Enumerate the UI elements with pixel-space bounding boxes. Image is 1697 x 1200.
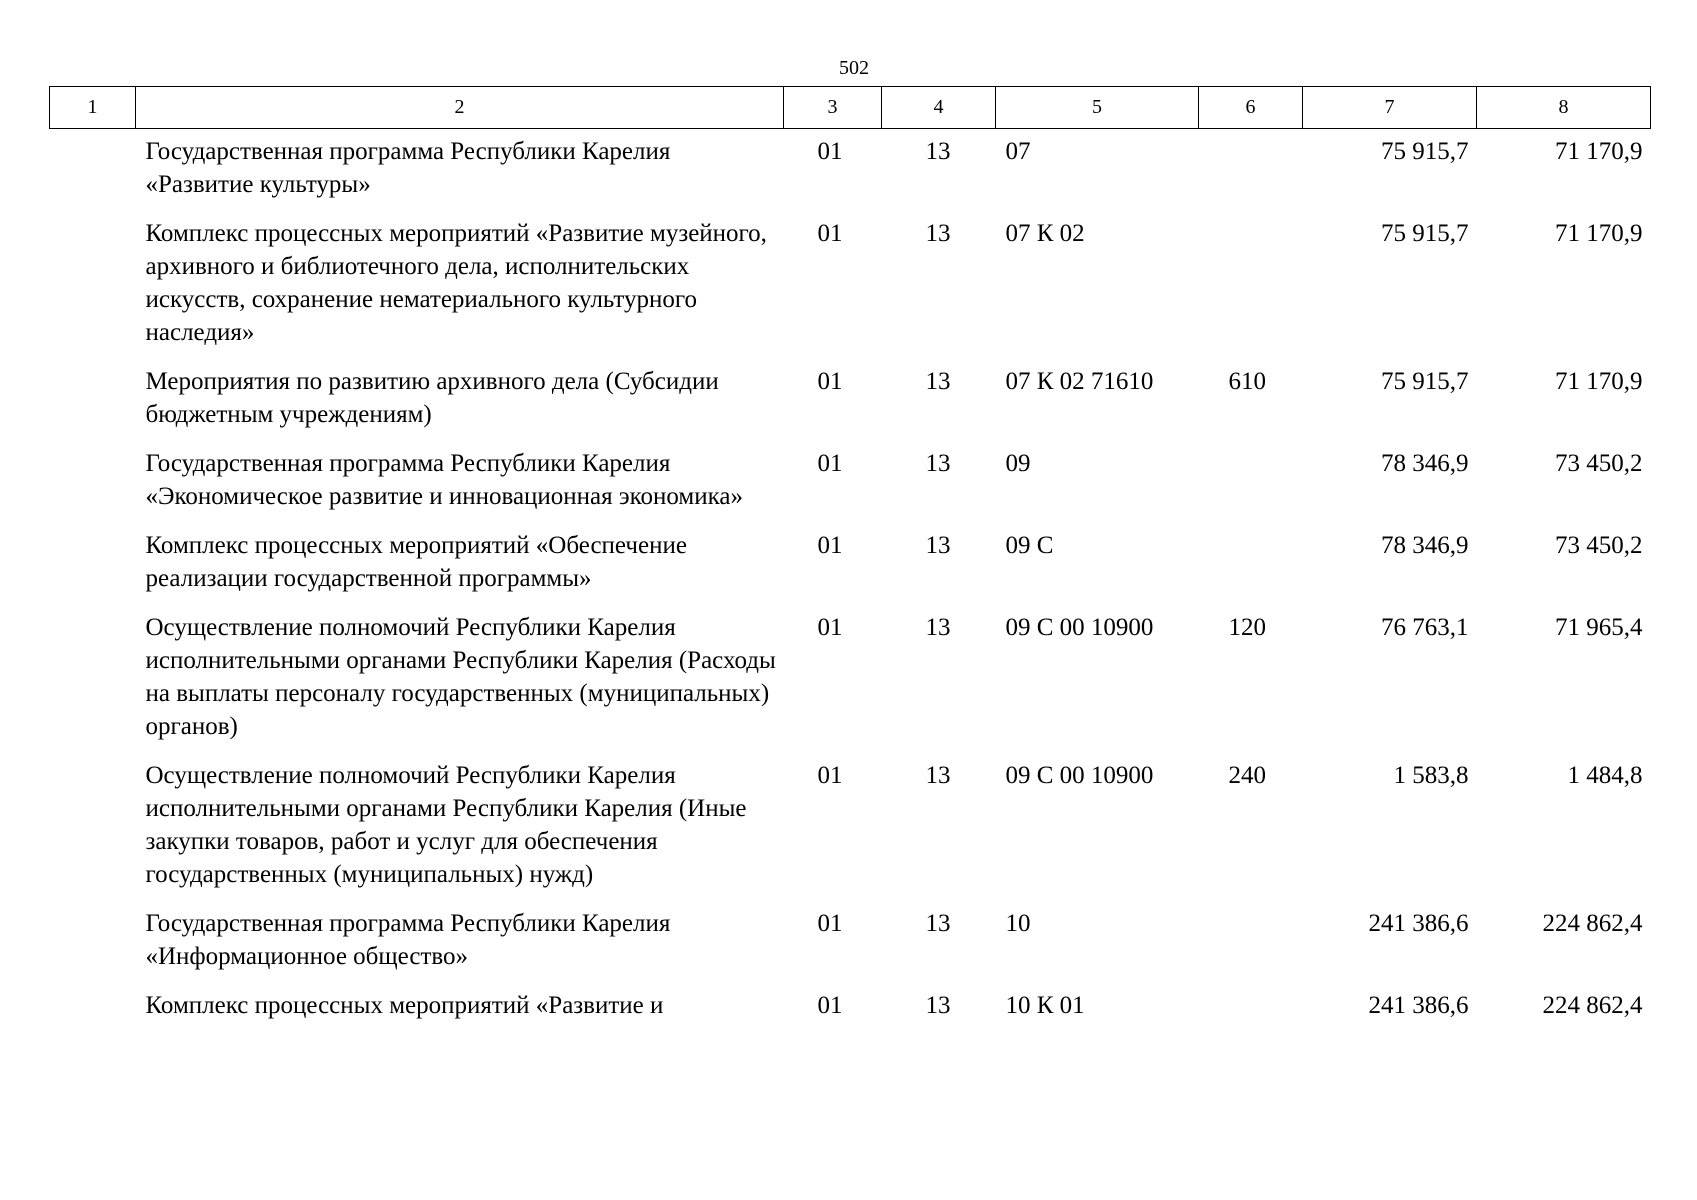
amount-col-7: 241 386,6 [1368, 910, 1469, 937]
section-code: 01 [817, 450, 843, 477]
table-row [50, 129, 1651, 218]
row-number [50, 759, 136, 907]
header-col-8: 8 [1477, 87, 1651, 129]
table-row [50, 365, 1651, 447]
subsection-code: 13 [925, 614, 951, 641]
expense-type [1199, 217, 1303, 365]
table-body [50, 129, 1651, 1039]
section-code: 01 [817, 368, 843, 395]
page-number: 502 [839, 57, 869, 79]
target-article: 07 К 02 [1005, 220, 1085, 247]
expense-name: Государственная программа Республики Карелия «Информационное общество» [145, 910, 671, 970]
table-row [50, 217, 1651, 365]
amount-col-8: 71 170,9 [1555, 220, 1643, 247]
expense-name: Осуществление полномочий Республики Карелия исполнительными органами Республики Карелия (Иные закупки товаров, работ и услуг для обеспечения государственных (муниципальных) нужд) [145, 762, 747, 888]
amount-col-8: 71 170,9 [1555, 138, 1643, 165]
header-col-1: 1 [50, 87, 136, 129]
header-col-7: 7 [1303, 87, 1477, 129]
amount-col-8: 224 862,4 [1542, 992, 1643, 1019]
subsection-code: 13 [925, 910, 951, 937]
amount-col-7: 75 915,7 [1381, 368, 1469, 395]
amount-col-8: 1 484,8 [1567, 762, 1643, 789]
row-number [50, 365, 136, 447]
expense-type: 120 [1228, 614, 1266, 641]
section-code: 01 [817, 532, 843, 559]
expense-name: Комплекс процессных мероприятий «Обеспечение реализации государственной программы» [145, 532, 687, 592]
table-row [50, 529, 1651, 611]
amount-col-8: 73 450,2 [1555, 450, 1643, 477]
table-row [50, 989, 1651, 1038]
target-article: 07 [1005, 138, 1031, 165]
expense-type [1199, 907, 1303, 989]
row-number [50, 129, 136, 218]
target-article: 10 К 01 [1005, 992, 1085, 1019]
table-header [50, 87, 1651, 129]
table-row [50, 447, 1651, 529]
row-number [50, 989, 136, 1038]
row-number [50, 907, 136, 989]
target-article: 10 [1005, 910, 1031, 937]
target-article: 09 [1005, 450, 1031, 477]
subsection-code: 13 [925, 992, 951, 1019]
amount-col-7: 1 583,8 [1393, 762, 1469, 789]
target-article: 09 С 00 10900 [1005, 762, 1154, 789]
expense-type [1199, 529, 1303, 611]
section-code: 01 [817, 614, 843, 641]
amount-col-8: 224 862,4 [1542, 910, 1643, 937]
expense-name: Государственная программа Республики Карелия «Экономическое развитие и инновационная экономика» [145, 450, 743, 510]
expense-name: Мероприятия по развитию архивного дела (Субсидии бюджетным учреждениям) [145, 368, 719, 428]
header-col-4: 4 [882, 87, 996, 129]
amount-col-7: 78 346,9 [1381, 532, 1469, 559]
table-row [50, 907, 1651, 989]
row-number [50, 611, 136, 759]
amount-col-7: 241 386,6 [1368, 992, 1469, 1019]
expense-name: Комплекс процессных мероприятий «Развитие музейного, архивного и библиотечного дела, исполнительских искусств, сохранение нематериального культурного наследия» [145, 220, 767, 346]
amount-col-8: 73 450,2 [1555, 532, 1643, 559]
subsection-code: 13 [925, 450, 951, 477]
header-col-6: 6 [1199, 87, 1303, 129]
subsection-code: 13 [925, 138, 951, 165]
section-code: 01 [817, 762, 843, 789]
target-article: 09 С 00 10900 [1005, 614, 1154, 641]
row-number [50, 217, 136, 365]
expense-type [1199, 989, 1303, 1038]
expense-type: 610 [1228, 368, 1266, 395]
subsection-code: 13 [925, 532, 951, 559]
table-row [50, 759, 1651, 907]
subsection-code: 13 [925, 220, 951, 247]
section-code: 01 [817, 992, 843, 1019]
target-article: 09 С [1005, 532, 1054, 559]
section-code: 01 [817, 138, 843, 165]
expense-name: Государственная программа Республики Карелия «Развитие культуры» [145, 138, 671, 198]
expense-type [1199, 129, 1303, 218]
expense-type: 240 [1228, 762, 1266, 789]
amount-col-7: 76 763,1 [1381, 614, 1469, 641]
expense-name: Осуществление полномочий Республики Карелия исполнительными органами Республики Карелия (Расходы на выплаты персоналу государственных (муниципальных) органов) [145, 614, 776, 740]
expense-name: Комплекс процессных мероприятий «Развитие и [145, 992, 664, 1019]
table-row [50, 611, 1651, 759]
header-col-3: 3 [784, 87, 882, 129]
subsection-code: 13 [925, 762, 951, 789]
header-row [50, 87, 1651, 129]
amount-col-7: 75 915,7 [1381, 138, 1469, 165]
budget-table [49, 86, 1651, 1038]
section-code: 01 [817, 220, 843, 247]
target-article: 07 К 02 71610 [1005, 368, 1154, 395]
amount-col-7: 78 346,9 [1381, 450, 1469, 477]
subsection-code: 13 [925, 368, 951, 395]
row-number [50, 529, 136, 611]
amount-col-8: 71 965,4 [1555, 614, 1643, 641]
expense-type [1199, 447, 1303, 529]
header-col-5: 5 [996, 87, 1199, 129]
header-col-2: 2 [136, 87, 784, 129]
section-code: 01 [817, 910, 843, 937]
row-number [50, 447, 136, 529]
amount-col-7: 75 915,7 [1381, 220, 1469, 247]
amount-col-8: 71 170,9 [1555, 368, 1643, 395]
